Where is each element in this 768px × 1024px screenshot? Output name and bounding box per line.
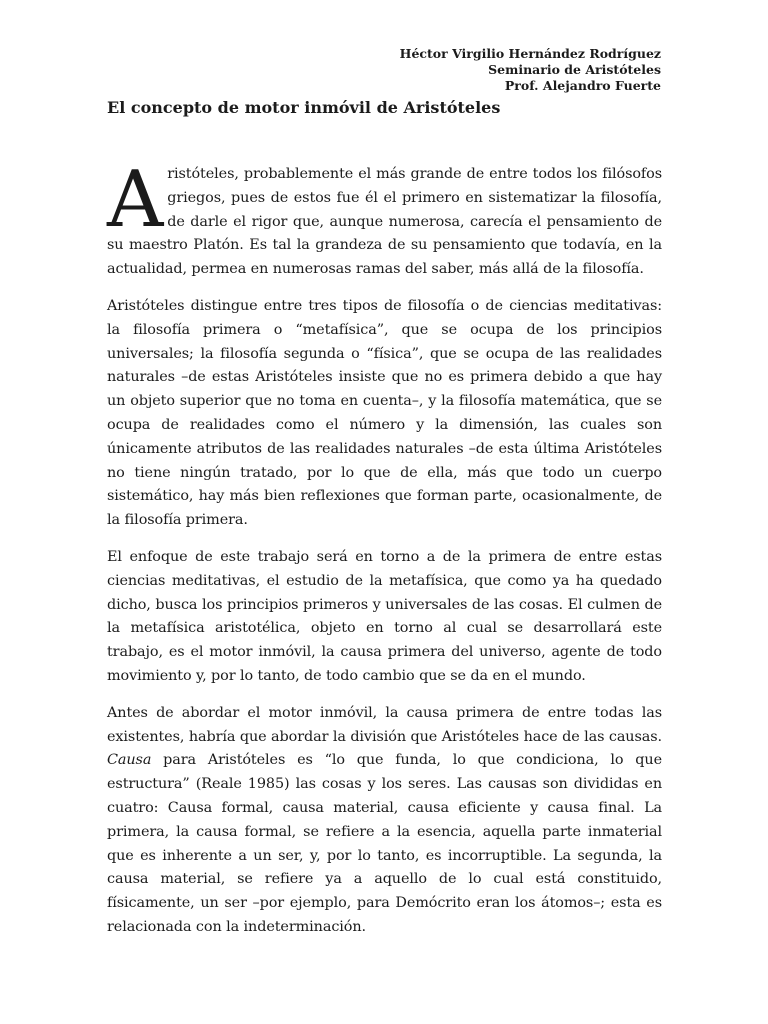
professor-name: Prof. Alejandro Fuerte bbox=[504, 78, 661, 93]
course-name: Seminario de Aristóteles bbox=[488, 62, 661, 77]
causa-term: Causa bbox=[107, 752, 152, 769]
page-title: El concepto de motor inmóvil de Aristóteles bbox=[107, 98, 501, 117]
paragraph-1 bbox=[107, 155, 662, 282]
paragraph-1-text: ristóteles, probablemente el más grande de entre todos los filósofos griegos, pues de estos fue él el primero en sistematizar la filosofía, de darle el rigor que, aunque numerosa, carecía el pensamiento de su maestro Platón. Es tal la grandeza de su pensamiento que todavía, en la actualidad, permea en numerosas ramas del saber, más allá de la filosofía. bbox=[107, 166, 662, 278]
paragraph-4-rest: para Aristóteles es “lo que funda, lo que condiciona, lo que estructura” (Reale 1985) las cosas y los seres. Las causas son divididas en cuatro: Causa formal, causa material, causa eficiente y causa final. La primera, la causa formal, se refiere a la esencia, aquella parte inmaterial que es inherente a un ser, y, por lo tanto, es incorruptible. La segunda, la causa material, se refiere ya a aquello de lo cual está constituido, físicamente, un ser –por ejemplo, para Demócrito eran los átomos–; esta es relacionada con la indeterminación. bbox=[107, 752, 662, 935]
paragraph-2: Aristóteles distingue entre tres tipos de filosofía o de ciencias meditativas: la filosofía primera o “metafísica”, que se ocupa de los principios universales; la filosofía segunda o “física”, que se ocupa de las realidades naturales –de estas Aristóteles insiste que no es primera debido a que hay un objeto superior que no toma en cuenta–, y la filosofía matemática, que se ocupa de realidades como el número y la dimensión, las cuales son únicamente atributos de las realidades naturales –de esta última Aristóteles no tiene ningún tratado, por lo que de ella, más que todo un cuerpo sistemático, hay más bien reflexiones que forman parte, ocasionalmente, de la filosofía primera. bbox=[107, 297, 662, 529]
paragraph-3: El enfoque de este trabajo será en torno a de la primera de entre estas ciencias meditativas, el estudio de la metafísica, que como ya ha quedado dicho, busca los principios primeros y universales de las cosas. El culmen de la metafísica aristotélica, objeto en torno al cual se desarrollará este trabajo, es el motor inmóvil, la causa primera del universo, agente de todo movimiento y, por lo tanto, de todo cambio que se da en el mundo. bbox=[107, 548, 662, 684]
author-name: Héctor Virgilio Hernández Rodríguez bbox=[399, 46, 661, 61]
paragraph-4 bbox=[107, 702, 662, 940]
body-text bbox=[107, 155, 662, 953]
drop-cap: A bbox=[107, 155, 164, 245]
paragraph-4-intro: Antes de abordar el motor inmóvil, la causa primera de entre todas las existentes, habría que abordar la división que Aristóteles hace de las causas. bbox=[107, 704, 662, 745]
author-header bbox=[400, 46, 661, 94]
